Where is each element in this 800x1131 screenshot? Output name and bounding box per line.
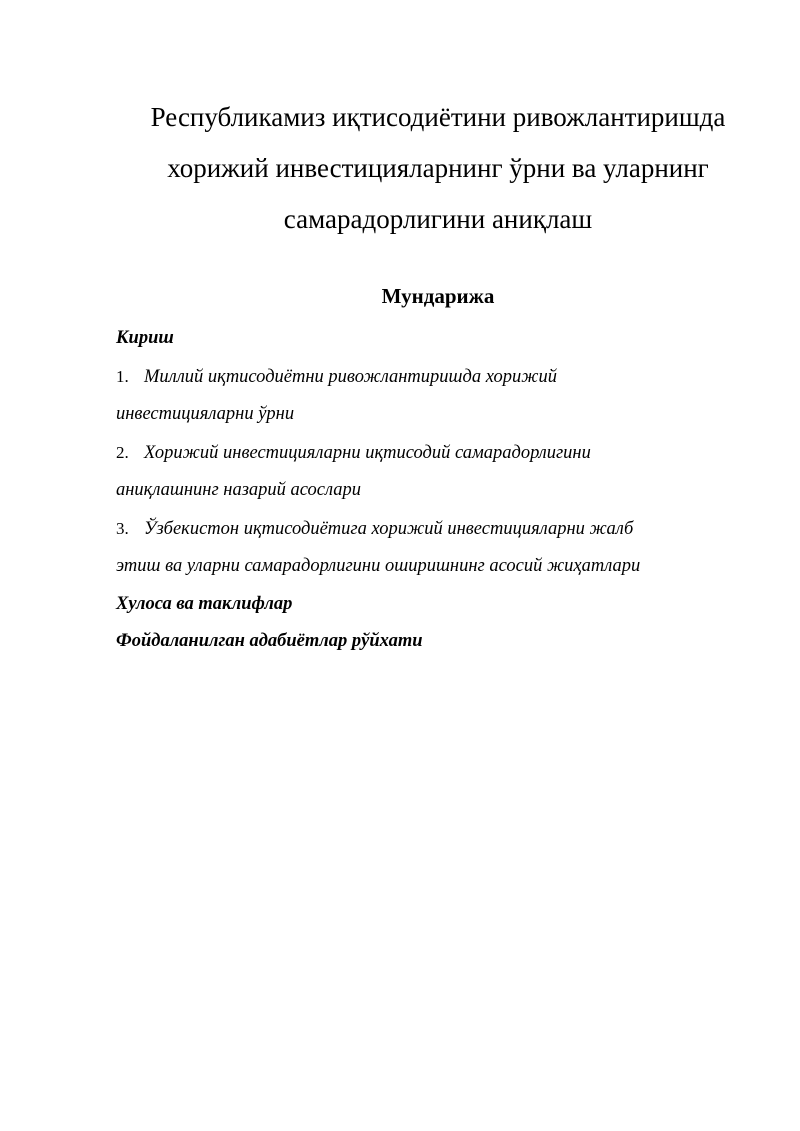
toc-entry-number: 3. xyxy=(116,518,129,538)
toc-entry-text: Хорижий инвестицияларни иқтисодий самарадорлигини xyxy=(144,442,591,463)
toc-entry-references: Фойдаланилган адабиётлар рўйхати xyxy=(116,631,423,651)
title-line: Республикамиз иқтисодиётини ривожлантиришда xyxy=(150,102,726,132)
title-line: хорижий инвестицияларнинг ўрни ва уларнинг xyxy=(167,153,709,183)
toc-entry-1-continued: инвестицияларни ўрни xyxy=(116,404,295,424)
toc-heading: Мундарижа xyxy=(381,284,495,308)
toc-entry-2 xyxy=(116,434,756,473)
toc-entry-number: 2. xyxy=(116,442,129,462)
toc-entry-2-continued: аниқлашнинг назарий асослари xyxy=(116,480,362,500)
toc-entry-3-continued: этиш ва уларни самарадорлигини оширишнинг асосий жиҳатлари xyxy=(116,556,641,576)
toc-entry-conclusion: Хулоса ва таклифлар xyxy=(116,593,293,614)
toc-entry-text: Ўзбекистон иқтисодиётига хорижий инвестицияларни жалб xyxy=(144,518,634,539)
toc-entry-text: Миллий иқтисодиётни ривожлантиришда хорижий xyxy=(144,366,557,387)
document-title xyxy=(100,92,776,245)
toc-entry-3 xyxy=(116,510,756,549)
table-of-contents xyxy=(116,320,756,661)
toc-entry-1 xyxy=(116,358,756,397)
toc-entry-number: 1. xyxy=(116,366,129,386)
title-line: самарадорлигини аниқлаш xyxy=(283,204,593,234)
toc-entry-intro: Кириш xyxy=(116,328,174,348)
